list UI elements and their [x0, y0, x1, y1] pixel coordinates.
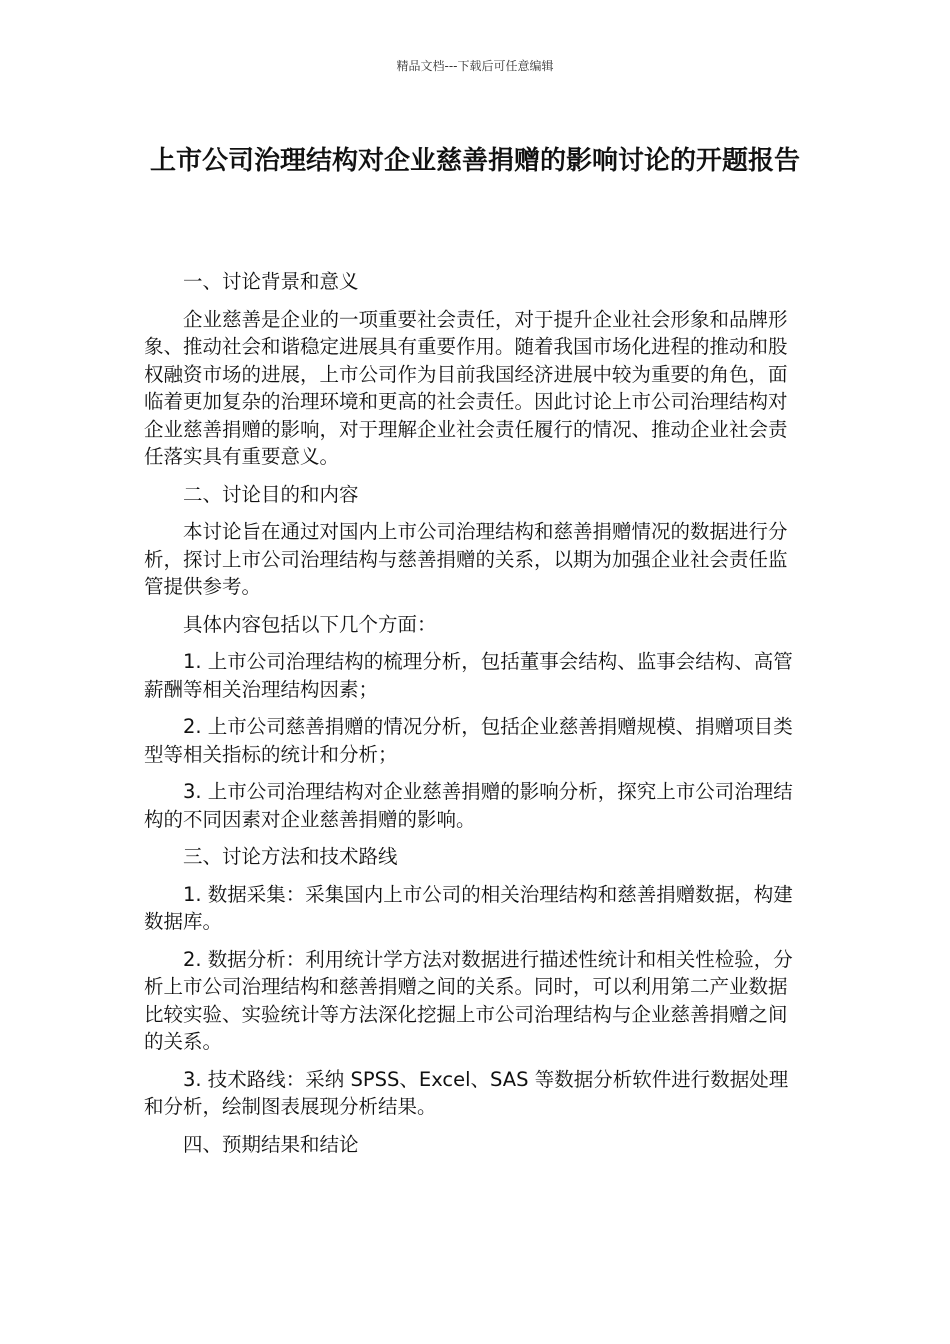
- section-heading-background: 一、讨论背景和意义: [183, 270, 359, 293]
- section-heading-purpose: 二、讨论目的和内容: [183, 482, 359, 506]
- list-item-method-3: 3. 技术路线：采纳 SPSS、Excel、SAS 等数据分析软件进行数据处理和分析，绘制图表展现分析结果。: [144, 1067, 789, 1118]
- list-item-content-3: 3. 上市公司治理结构对企业慈善捐赠的影响分析，探究上市公司治理结构的不同因素对企业慈善捐赠的影响。: [144, 780, 793, 831]
- header-note: 精品文档---下载后可任意编辑: [396, 59, 554, 73]
- list-item-method-2: 2. 数据分析：利用统计学方法对数据进行描述性统计和相关性检验，分析上市公司治理结构和慈善捐赠之间的关系。同时，可以利用第二产业数据比较实验、实验统计等方法深化挖掘上市公司治理结构与企业慈善捐赠之间的关系。: [144, 947, 793, 1053]
- section-heading-results: 四、预期结果和结论: [183, 1132, 359, 1156]
- document-title: 上市公司治理结构对企业慈善捐赠的影响讨论的开题报告: [149, 146, 800, 176]
- list-item-content-1: 1. 上市公司治理结构的梳理分析，包括董事会结构、监事会结构、高管薪酬等相关治理结构因素；: [144, 650, 793, 701]
- paragraph-purpose: 本讨论旨在通过对国内上市公司治理结构和慈善捐赠情况的数据进行分析，探讨上市公司治理结构与慈善捐赠的关系，以期为加强企业社会责任监管提供参考。: [144, 520, 788, 598]
- list-item-content-2: 2. 上市公司慈善捐赠的情况分析，包括企业慈善捐赠规模、捐赠项目类型等相关指标的统计和分析；: [144, 715, 793, 766]
- paragraph-background: 企业慈善是企业的一项重要社会责任，对于提升企业社会形象和品牌形象、推动社会和谐稳定进展具有重要作用。随着我国市场化进程的推动和股权融资市场的进展，上市公司作为目前我国经济进展中较为重要的角色，面临着更加复杂的治理环境和更高的社会责任。因此讨论上市公司治理结构对企业慈善捐赠的影响，对于理解企业社会责任履行的情况、推动企业社会责任落实具有重要意义。: [144, 307, 788, 468]
- paragraph-content-intro: 具体内容包括以下几个方面：: [183, 612, 437, 636]
- section-heading-methods: 三、讨论方法和技术路线: [183, 845, 398, 868]
- document-body: [144, 268, 804, 1168]
- list-item-method-1: 1. 数据采集：采集国内上市公司的相关治理结构和慈善捐赠数据，构建数据库。: [144, 882, 793, 933]
